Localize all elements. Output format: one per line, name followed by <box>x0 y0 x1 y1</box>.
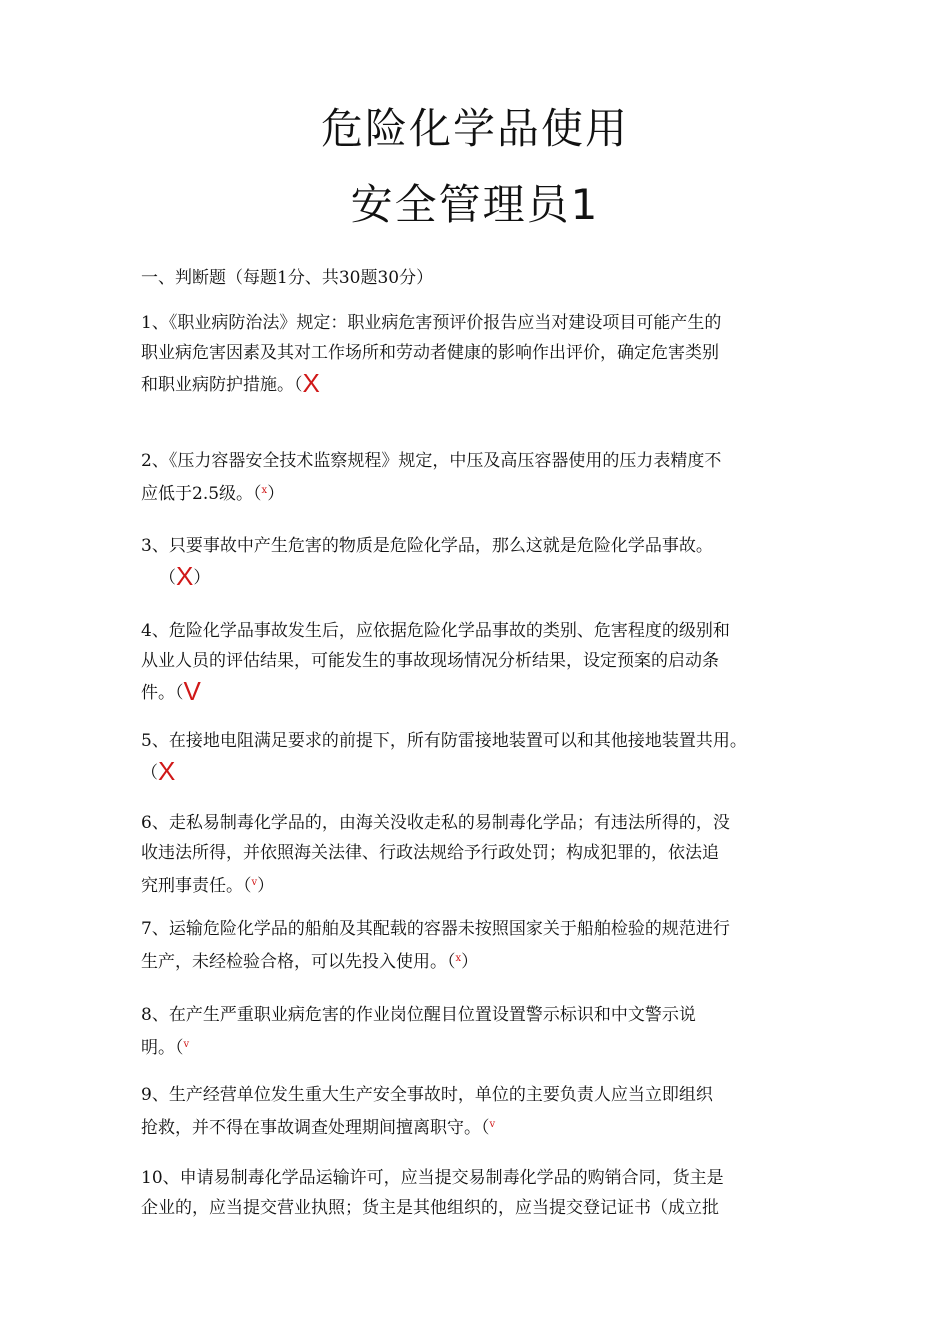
section-heading: 一、判断题（每题1分、共30题30分） <box>141 268 434 288</box>
question-7 <box>141 914 831 977</box>
question-4-line-1: 4、危险化学品事故发生后，应依据危险化学品事故的类别、危害程度的级别和 <box>141 621 730 641</box>
question-9 <box>141 1080 831 1143</box>
question-5 <box>141 726 851 788</box>
question-1-line-1: 1、《职业病防治法》规定：职业病危害预评价报告应当对建设项目可能产生的 <box>141 313 722 333</box>
question-5-line-1: 5、在接地电阻满足要求的前提下，所有防雷接地装置可以和其他接地装置共用。 <box>141 731 747 751</box>
question-3-close: ） <box>193 568 211 588</box>
question-2-line-1: 2、《压力容器安全技术监察规程》规定，中压及高压容器使用的压力表精度不 <box>141 451 722 471</box>
question-6-line-2: 收违法所得，并依照海关法律、行政法规给予行政处罚；构成犯罪的，依法追 <box>141 843 719 863</box>
question-7-close: ） <box>461 952 479 972</box>
question-1 <box>141 308 831 400</box>
question-2 <box>141 446 831 509</box>
document-title-line2: 安全管理员1 <box>350 180 600 229</box>
question-10 <box>141 1163 831 1223</box>
answer-mark-3: X <box>176 561 194 591</box>
question-3-line-1: 3、只要事故中产生危害的物质是危险化学品，那么这就是危险化学品事故。 <box>141 536 713 556</box>
question-10-line-2: 企业的，应当提交营业执照；货主是其他组织的，应当提交登记证书（成立批 <box>141 1198 719 1218</box>
answer-mark-7: x <box>455 953 462 964</box>
answer-mark-5: X <box>158 756 176 786</box>
question-8-line-2: 明。（ <box>141 1038 184 1058</box>
document-title-line1: 危险化学品使用 <box>320 104 629 153</box>
question-7-line-1: 7、运输危险化学品的船舶及其配载的容器未按照国家关于船舶检验的规范进行 <box>141 919 730 939</box>
answer-mark-9: v <box>489 1119 496 1130</box>
question-9-line-1: 9、生产经营单位发生重大生产安全事故时，单位的主要负责人应当立即组织 <box>141 1085 713 1105</box>
question-6 <box>141 808 831 901</box>
answer-mark-6: v <box>251 877 258 888</box>
question-3 <box>141 531 831 593</box>
question-2-close: ） <box>267 484 285 504</box>
answer-mark-1: X <box>302 368 320 398</box>
answer-mark-2: x <box>261 485 268 496</box>
question-4 <box>141 616 831 708</box>
question-4-line-2: 从业人员的评估结果，可能发生的事故现场情况分析结果，设定预案的启动条 <box>141 651 719 671</box>
answer-mark-8: v <box>183 1039 190 1050</box>
question-10-line-1: 10、申请易制毒化学品运输许可，应当提交易制毒化学品的购销合同，货主是 <box>141 1168 724 1188</box>
question-5-line-2: （ <box>141 763 158 783</box>
question-8 <box>141 1000 831 1063</box>
question-1-line-3: 和职业病防护措施。（ <box>141 375 303 395</box>
question-2-line-2: 应低于2.5级。（ <box>141 484 262 504</box>
question-4-line-3: 件。（ <box>141 683 184 703</box>
question-6-line-1: 6、走私易制毒化学品的，由海关没收走私的易制毒化学品；有违法所得的，没 <box>141 813 730 833</box>
question-9-line-2: 抢救，并不得在事故调查处理期间擅离职守。（ <box>141 1118 490 1138</box>
question-3-line-2: （ <box>159 568 176 588</box>
question-6-close: ） <box>257 876 275 896</box>
question-7-line-2: 生产，未经检验合格，可以先投入使用。（ <box>141 952 456 972</box>
answer-mark-4: V <box>183 676 201 706</box>
question-6-line-3: 究刑事责任。（ <box>141 876 252 896</box>
question-8-line-1: 8、在产生严重职业病危害的作业岗位醒目位置设置警示标识和中文警示说 <box>141 1005 696 1025</box>
question-1-line-2: 职业病危害因素及其对工作场所和劳动者健康的影响作出评价，确定危害类别 <box>141 343 719 363</box>
